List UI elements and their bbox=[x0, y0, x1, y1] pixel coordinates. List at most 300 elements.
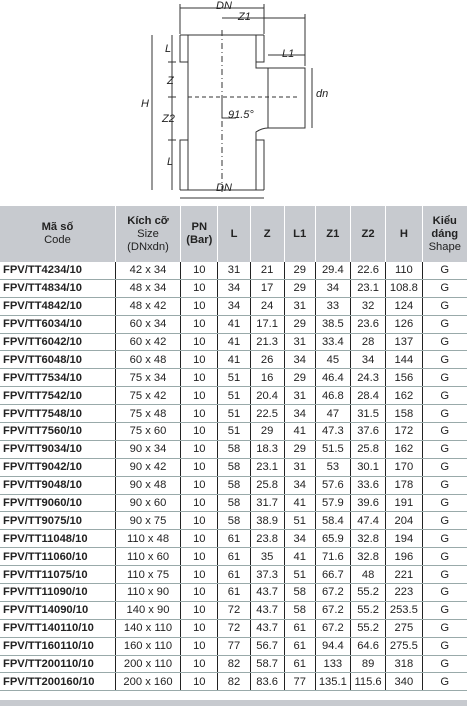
table-cell: 61 bbox=[284, 637, 315, 655]
table-cell: 126 bbox=[386, 315, 422, 333]
table-cell: 10 bbox=[181, 584, 218, 602]
table-cell: 51 bbox=[284, 566, 315, 584]
table-cell: 57.9 bbox=[315, 494, 350, 512]
table-cell: 42 x 34 bbox=[115, 262, 180, 279]
table-cell: 90 x 42 bbox=[115, 458, 180, 476]
table-cell: 43.7 bbox=[250, 584, 284, 602]
header-z1: Z1 bbox=[315, 206, 350, 262]
header-shape-main: Kiểu bbox=[432, 214, 457, 227]
table-cell: G bbox=[422, 566, 467, 584]
header-pn-sub: (Bar) bbox=[186, 234, 213, 246]
table-cell: 57.6 bbox=[315, 476, 350, 494]
cell-code: FPV/TT200160/10 bbox=[0, 673, 115, 691]
table-cell: 17.1 bbox=[250, 315, 284, 333]
table-cell: 24.3 bbox=[350, 369, 385, 387]
cell-code: FPV/TT11090/10 bbox=[0, 584, 115, 602]
cell-code: FPV/TT7534/10 bbox=[0, 369, 115, 387]
table-cell: G bbox=[422, 315, 467, 333]
table-cell: 158 bbox=[386, 405, 422, 423]
cell-code: FPV/TT4834/10 bbox=[0, 279, 115, 297]
table-cell: 72 bbox=[218, 601, 250, 619]
table-cell: 318 bbox=[386, 655, 422, 673]
table-cell: G bbox=[422, 476, 467, 494]
dim-h: H bbox=[141, 98, 149, 110]
table-row bbox=[0, 387, 467, 405]
header-pn bbox=[181, 206, 218, 262]
table-cell: 10 bbox=[181, 655, 218, 673]
table-cell: 75 x 60 bbox=[115, 423, 180, 441]
table-cell: 110 x 48 bbox=[115, 530, 180, 548]
table-cell: 34 bbox=[284, 351, 315, 369]
table-cell: 10 bbox=[181, 566, 218, 584]
cell-code: FPV/TT6034/10 bbox=[0, 315, 115, 333]
table-cell: 61 bbox=[218, 548, 250, 566]
table-cell: G bbox=[422, 637, 467, 655]
table-cell: G bbox=[422, 494, 467, 512]
table-cell: 156 bbox=[386, 369, 422, 387]
table-cell: 10 bbox=[181, 369, 218, 387]
table-cell: 140 x 90 bbox=[115, 601, 180, 619]
table-cell: 34 bbox=[284, 530, 315, 548]
table-cell: 29 bbox=[284, 315, 315, 333]
table-cell: 60 x 42 bbox=[115, 333, 180, 351]
table-cell: 72 bbox=[218, 619, 250, 637]
table-cell: 31.5 bbox=[350, 405, 385, 423]
bottom-socket-right bbox=[256, 140, 264, 190]
table-cell: 22.6 bbox=[350, 262, 385, 279]
dim-l-lower: L bbox=[167, 156, 174, 168]
table-row bbox=[0, 440, 467, 458]
table-cell: 223 bbox=[386, 584, 422, 602]
table-row bbox=[0, 637, 467, 655]
table-cell: 39.6 bbox=[350, 494, 385, 512]
table-row bbox=[0, 601, 467, 619]
table-cell: 115.6 bbox=[350, 673, 385, 691]
header-size-sub: Size bbox=[137, 227, 159, 240]
table-cell: 10 bbox=[181, 315, 218, 333]
table-cell: 10 bbox=[181, 512, 218, 530]
table-cell: 46.8 bbox=[315, 387, 350, 405]
table-cell: 37.6 bbox=[350, 423, 385, 441]
table-cell: 135.1 bbox=[315, 673, 350, 691]
table-cell: 29.4 bbox=[315, 262, 350, 279]
dim-l-upper: L bbox=[165, 43, 172, 55]
cell-code: FPV/TT7560/10 bbox=[0, 423, 115, 441]
table-cell: 110 x 75 bbox=[115, 566, 180, 584]
table-cell: 55.2 bbox=[350, 619, 385, 637]
header-size bbox=[115, 206, 180, 262]
table-cell: G bbox=[422, 584, 467, 602]
header-size-sub2: (DNxdn) bbox=[127, 240, 169, 253]
table-row bbox=[0, 279, 467, 297]
table-cell: 10 bbox=[181, 440, 218, 458]
table-cell: 26 bbox=[250, 351, 284, 369]
table-cell: 24 bbox=[250, 297, 284, 315]
table-cell: 43.7 bbox=[250, 619, 284, 637]
table-cell: 10 bbox=[181, 405, 218, 423]
table-cell: 67.2 bbox=[315, 601, 350, 619]
table-cell: 31 bbox=[284, 297, 315, 315]
table-cell: 66.7 bbox=[315, 566, 350, 584]
header-size-main: Kích cỡ bbox=[127, 214, 169, 227]
table-cell: 58 bbox=[284, 601, 315, 619]
table-cell: 58 bbox=[284, 584, 315, 602]
table-cell: 33.6 bbox=[350, 476, 385, 494]
top-socket-left bbox=[180, 35, 188, 62]
table-cell: 10 bbox=[181, 279, 218, 297]
table-cell: G bbox=[422, 673, 467, 691]
table-cell: 137 bbox=[386, 333, 422, 351]
table-cell: 34 bbox=[350, 351, 385, 369]
table-row bbox=[0, 584, 467, 602]
table-cell: 10 bbox=[181, 297, 218, 315]
table-cell: 90 x 48 bbox=[115, 476, 180, 494]
table-cell: 31 bbox=[284, 387, 315, 405]
table-header-row bbox=[0, 206, 467, 262]
dim-z2: Z2 bbox=[162, 113, 175, 125]
table-cell: 10 bbox=[181, 619, 218, 637]
table-cell: 46.4 bbox=[315, 369, 350, 387]
table-cell: 160 x 110 bbox=[115, 637, 180, 655]
table-row bbox=[0, 351, 467, 369]
table-cell: 90 x 60 bbox=[115, 494, 180, 512]
table-cell: 90 x 75 bbox=[115, 512, 180, 530]
table-cell: 48 x 42 bbox=[115, 297, 180, 315]
table-cell: 94.4 bbox=[315, 637, 350, 655]
table-cell: 77 bbox=[284, 673, 315, 691]
header-shape-sub: Shape bbox=[428, 240, 461, 253]
table-cell: 45 bbox=[315, 351, 350, 369]
table-row bbox=[0, 476, 467, 494]
table-cell: 48 bbox=[350, 566, 385, 584]
table-cell: 58 bbox=[218, 476, 250, 494]
table-cell: 10 bbox=[181, 262, 218, 279]
table-cell: G bbox=[422, 387, 467, 405]
bottom-socket-left bbox=[180, 140, 188, 190]
header-code-main: Mã số bbox=[41, 221, 74, 233]
table-row bbox=[0, 458, 467, 476]
table-cell: 30.1 bbox=[350, 458, 385, 476]
cell-code: FPV/TT14090/10 bbox=[0, 601, 115, 619]
cell-code: FPV/TT9042/10 bbox=[0, 458, 115, 476]
table-cell: G bbox=[422, 279, 467, 297]
table-cell: 22.5 bbox=[250, 405, 284, 423]
table-cell: 71.6 bbox=[315, 548, 350, 566]
table-row bbox=[0, 333, 467, 351]
table-cell: 38.9 bbox=[250, 512, 284, 530]
table-cell: 28.4 bbox=[350, 387, 385, 405]
table-cell: 33.4 bbox=[315, 333, 350, 351]
table-cell: 340 bbox=[386, 673, 422, 691]
table-cell: 144 bbox=[386, 351, 422, 369]
main-pipe-right-wall bbox=[256, 35, 305, 190]
header-shape bbox=[422, 206, 467, 262]
table-cell: 90 x 34 bbox=[115, 440, 180, 458]
cell-code: FPV/TT140110/10 bbox=[0, 619, 115, 637]
table-cell: 38.5 bbox=[315, 315, 350, 333]
table-cell: 41 bbox=[284, 548, 315, 566]
table-cell: 29 bbox=[284, 262, 315, 279]
table-cell: 37.3 bbox=[250, 566, 284, 584]
table-cell: 10 bbox=[181, 476, 218, 494]
table-cell: 51 bbox=[218, 405, 250, 423]
table-cell: G bbox=[422, 458, 467, 476]
table-cell: 21 bbox=[250, 262, 284, 279]
table-cell: 29 bbox=[250, 423, 284, 441]
table-cell: 178 bbox=[386, 476, 422, 494]
table-cell: 110 bbox=[386, 262, 422, 279]
dim-dn-bottom: DN bbox=[216, 182, 232, 194]
table-cell: 204 bbox=[386, 512, 422, 530]
cell-code: FPV/TT160110/10 bbox=[0, 637, 115, 655]
table-cell: 61 bbox=[284, 655, 315, 673]
table-cell: 10 bbox=[181, 423, 218, 441]
table-cell: 162 bbox=[386, 440, 422, 458]
table-cell: 82 bbox=[218, 655, 250, 673]
table-cell: 65.9 bbox=[315, 530, 350, 548]
table-cell: 47.4 bbox=[350, 512, 385, 530]
header-z2: Z2 bbox=[350, 206, 385, 262]
table-cell: 10 bbox=[181, 494, 218, 512]
table-cell: 31.7 bbox=[250, 494, 284, 512]
table-cell: 31 bbox=[284, 333, 315, 351]
table-cell: 196 bbox=[386, 548, 422, 566]
cell-code: FPV/TT6042/10 bbox=[0, 333, 115, 351]
table-cell: 110 x 60 bbox=[115, 548, 180, 566]
table-cell: 58.7 bbox=[250, 655, 284, 673]
header-code bbox=[0, 206, 115, 262]
table-cell: 61 bbox=[218, 584, 250, 602]
table-cell: 83.6 bbox=[250, 673, 284, 691]
table-cell: G bbox=[422, 530, 467, 548]
top-socket-right bbox=[256, 35, 264, 62]
table-cell: 75 x 48 bbox=[115, 405, 180, 423]
table-cell: 58 bbox=[218, 440, 250, 458]
table-cell: G bbox=[422, 351, 467, 369]
table-cell: 200 x 110 bbox=[115, 655, 180, 673]
table-cell: 21.3 bbox=[250, 333, 284, 351]
table-cell: 10 bbox=[181, 333, 218, 351]
table-body bbox=[0, 262, 467, 691]
table-cell: 58.4 bbox=[315, 512, 350, 530]
cell-code: FPV/TT6048/10 bbox=[0, 351, 115, 369]
table-cell: 34 bbox=[284, 405, 315, 423]
table-cell: 32 bbox=[350, 297, 385, 315]
table-cell: 51 bbox=[218, 369, 250, 387]
table-cell: 10 bbox=[181, 530, 218, 548]
cell-code: FPV/TT7542/10 bbox=[0, 387, 115, 405]
table-cell: 191 bbox=[386, 494, 422, 512]
cell-code: FPV/TT4234/10 bbox=[0, 262, 115, 279]
table-cell: 58 bbox=[218, 512, 250, 530]
dim-dn-top: DN bbox=[216, 0, 232, 12]
table-cell: 58 bbox=[218, 494, 250, 512]
table-cell: 170 bbox=[386, 458, 422, 476]
table-cell: G bbox=[422, 423, 467, 441]
table-row bbox=[0, 369, 467, 387]
header-h: H bbox=[386, 206, 422, 262]
table-cell: 10 bbox=[181, 601, 218, 619]
table-row bbox=[0, 566, 467, 584]
table-cell: G bbox=[422, 262, 467, 279]
table-cell: 23.1 bbox=[250, 458, 284, 476]
table-cell: 10 bbox=[181, 673, 218, 691]
table-cell: 23.1 bbox=[350, 279, 385, 297]
cell-code: FPV/TT11075/10 bbox=[0, 566, 115, 584]
table-cell: 133 bbox=[315, 655, 350, 673]
table-cell: 10 bbox=[181, 458, 218, 476]
table-cell: 18.3 bbox=[250, 440, 284, 458]
table-row bbox=[0, 423, 467, 441]
table-cell: 51 bbox=[218, 423, 250, 441]
table-cell: 29 bbox=[284, 440, 315, 458]
table-cell: 67.2 bbox=[315, 619, 350, 637]
table-cell: 25.8 bbox=[250, 476, 284, 494]
cell-code: FPV/TT200110/10 bbox=[0, 655, 115, 673]
table-cell: 53 bbox=[315, 458, 350, 476]
table-cell: 33 bbox=[315, 297, 350, 315]
table-cell: 61 bbox=[218, 566, 250, 584]
header-shape-main2: dáng bbox=[431, 227, 459, 240]
table-cell: G bbox=[422, 440, 467, 458]
table-cell: 275.5 bbox=[386, 637, 422, 655]
cell-code: FPV/TT11048/10 bbox=[0, 530, 115, 548]
dim-dn-right: dn bbox=[316, 88, 329, 100]
table-cell: G bbox=[422, 601, 467, 619]
spec-table bbox=[0, 206, 467, 691]
table-cell: 51 bbox=[218, 387, 250, 405]
table-cell: 41 bbox=[218, 351, 250, 369]
header-z: Z bbox=[250, 206, 284, 262]
table-cell: 172 bbox=[386, 423, 422, 441]
table-cell: 124 bbox=[386, 297, 422, 315]
table-cell: 10 bbox=[181, 351, 218, 369]
table-cell: 108.8 bbox=[386, 279, 422, 297]
table-cell: G bbox=[422, 405, 467, 423]
table-cell: 89 bbox=[350, 655, 385, 673]
table-cell: 10 bbox=[181, 548, 218, 566]
table-cell: 60 x 48 bbox=[115, 351, 180, 369]
table-cell: 194 bbox=[386, 530, 422, 548]
table-row bbox=[0, 315, 467, 333]
table-cell: 275 bbox=[386, 619, 422, 637]
dim-l1: L1 bbox=[282, 48, 295, 60]
table-cell: 55.2 bbox=[350, 601, 385, 619]
table-cell: 43.7 bbox=[250, 601, 284, 619]
table-cell: 34 bbox=[315, 279, 350, 297]
table-cell: G bbox=[422, 512, 467, 530]
table-cell: G bbox=[422, 619, 467, 637]
table-cell: 221 bbox=[386, 566, 422, 584]
table-cell: 75 x 34 bbox=[115, 369, 180, 387]
table-row bbox=[0, 512, 467, 530]
header-l1: L1 bbox=[284, 206, 315, 262]
table-cell: 56.7 bbox=[250, 637, 284, 655]
header-code-sub: Code bbox=[44, 234, 71, 246]
cell-code: FPV/TT9034/10 bbox=[0, 440, 115, 458]
table-cell: 34 bbox=[218, 279, 250, 297]
table-cell: 35 bbox=[250, 548, 284, 566]
table-cell: 41 bbox=[218, 333, 250, 351]
table-cell: G bbox=[422, 655, 467, 673]
table-cell: 61 bbox=[218, 530, 250, 548]
table-cell: G bbox=[422, 333, 467, 351]
table-cell: 28 bbox=[350, 333, 385, 351]
cell-code: FPV/TT9060/10 bbox=[0, 494, 115, 512]
table-cell: 140 x 110 bbox=[115, 619, 180, 637]
table-cell: 55.2 bbox=[350, 584, 385, 602]
table-row bbox=[0, 530, 467, 548]
table-row bbox=[0, 548, 467, 566]
table-cell: 41 bbox=[284, 494, 315, 512]
table-cell: 51 bbox=[284, 512, 315, 530]
table-cell: 253.5 bbox=[386, 601, 422, 619]
table-cell: 47.3 bbox=[315, 423, 350, 441]
table-row bbox=[0, 655, 467, 673]
table-cell: 110 x 90 bbox=[115, 584, 180, 602]
table-cell: 29 bbox=[284, 369, 315, 387]
table-cell: G bbox=[422, 369, 467, 387]
table-row bbox=[0, 619, 467, 637]
table-cell: 58 bbox=[218, 458, 250, 476]
cell-code: FPV/TT11060/10 bbox=[0, 548, 115, 566]
table-cell: 23.6 bbox=[350, 315, 385, 333]
table-cell: 34 bbox=[218, 297, 250, 315]
table-cell: 32.8 bbox=[350, 530, 385, 548]
cell-code: FPV/TT9048/10 bbox=[0, 476, 115, 494]
header-pn-main: PN bbox=[191, 221, 208, 233]
table-cell: 51.5 bbox=[315, 440, 350, 458]
table-row bbox=[0, 262, 467, 279]
table-cell: 34 bbox=[284, 476, 315, 494]
table-cell: G bbox=[422, 548, 467, 566]
dim-angle: 91.5° bbox=[228, 109, 254, 121]
table-cell: 41 bbox=[218, 315, 250, 333]
table-cell: 60 x 34 bbox=[115, 315, 180, 333]
table-cell: 61 bbox=[284, 619, 315, 637]
tee-fitting-diagram bbox=[0, 0, 467, 205]
header-l: L bbox=[218, 206, 250, 262]
table-row bbox=[0, 297, 467, 315]
table-cell: 16 bbox=[250, 369, 284, 387]
table-cell: 10 bbox=[181, 387, 218, 405]
table-cell: 64.6 bbox=[350, 637, 385, 655]
table-cell: 31 bbox=[284, 458, 315, 476]
table-cell: 47 bbox=[315, 405, 350, 423]
bottom-bar bbox=[0, 700, 467, 706]
table-cell: 200 x 160 bbox=[115, 673, 180, 691]
table-row bbox=[0, 673, 467, 691]
dim-z1: Z1 bbox=[238, 11, 251, 23]
table-cell: 162 bbox=[386, 387, 422, 405]
table-cell: 82 bbox=[218, 673, 250, 691]
table-cell: G bbox=[422, 297, 467, 315]
table-cell: 29 bbox=[284, 279, 315, 297]
table-row bbox=[0, 494, 467, 512]
table-cell: 17 bbox=[250, 279, 284, 297]
table-cell: 32.8 bbox=[350, 548, 385, 566]
dim-z: Z bbox=[167, 75, 174, 87]
table-cell: 75 x 42 bbox=[115, 387, 180, 405]
cell-code: FPV/TT7548/10 bbox=[0, 405, 115, 423]
table-row bbox=[0, 405, 467, 423]
table-cell: 23.8 bbox=[250, 530, 284, 548]
table-cell: 41 bbox=[284, 423, 315, 441]
table-cell: 77 bbox=[218, 637, 250, 655]
table-cell: 67.2 bbox=[315, 584, 350, 602]
cell-code: FPV/TT9075/10 bbox=[0, 512, 115, 530]
table-cell: 25.8 bbox=[350, 440, 385, 458]
